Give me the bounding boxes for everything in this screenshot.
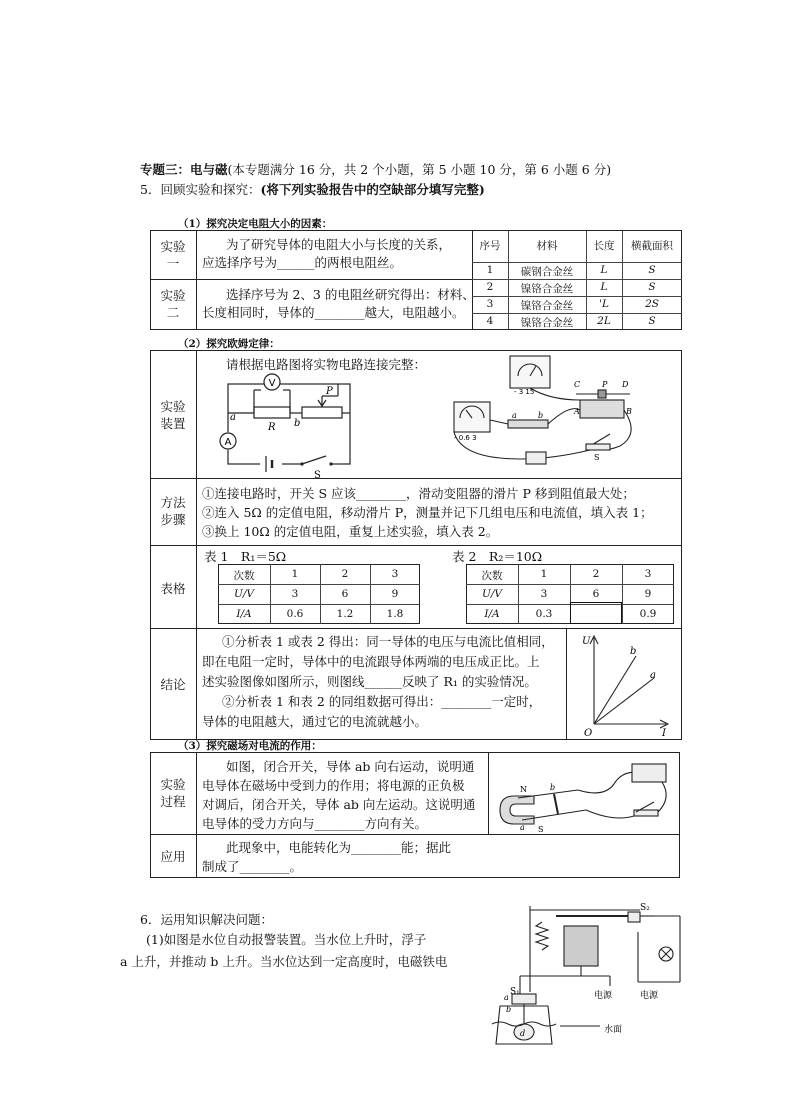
method-step-2: ②连入 5Ω 的定值电阻，移动滑片 P，测量并记下几组电压和电流值，填入表 1；: [202, 505, 653, 520]
svg-text:A: A: [574, 407, 580, 416]
u-i-graph: [574, 632, 674, 739]
resistor-r: [254, 407, 290, 418]
svg-text:C: C: [574, 380, 581, 389]
svg-text:P: P: [602, 380, 608, 389]
rail-top: [518, 790, 578, 798]
voltmeter-device: [510, 356, 550, 388]
svg-text:b: b: [550, 783, 556, 792]
conclusion-label: 结论: [160, 677, 186, 692]
svg-text:S: S: [594, 453, 600, 462]
svg-text:d: d: [520, 1029, 526, 1038]
magnet-apparatus-sketch: [494, 758, 678, 832]
svg-text:I: I: [662, 728, 666, 739]
svg-text:A: A: [224, 437, 232, 448]
res-header-no: 序号: [479, 240, 501, 252]
svg-text:b: b: [538, 411, 544, 420]
question-5-line: [140, 182, 485, 198]
svg-text:B: B: [626, 407, 632, 416]
svg-text:S: S: [314, 470, 321, 481]
method-steps: [202, 484, 653, 541]
rail-bottom: [522, 810, 586, 820]
svg-text:电源: 电源: [640, 991, 659, 1001]
topic-title: 专题三：电与磁: [140, 162, 228, 177]
part1-title: （1）探究决定电阻大小的因素：: [178, 218, 333, 230]
conclusion-text: ①分析表 1 或表 2 得出：同一导体的电压与电流比值相同， 即在电阻一定时，导体中的电流跟导体两端的电压成正比。上 述实验图像如图所示，则图线______反映了 R₁ 的实验情况。 ②分析表 1 和表 2 的同组数据可得出：________一定时， 导体的电阻越大，通过它的电流就越小。: [202, 634, 554, 729]
exp1-text: 为了研究导体的电阻大小与长度的关系， 应选择序号为______的两根电阻丝。: [202, 237, 452, 270]
res-header-length: 长度: [593, 240, 615, 252]
device-instruction: 请根据电路图将实物电路连接完整：: [226, 357, 427, 372]
topic-note: (本专题满分 16 分，共 2 个小题，第 5 小题 10 分，第 6 小题 6 分): [227, 162, 612, 177]
svg-text:电源: 电源: [594, 991, 613, 1001]
svg-text:R: R: [268, 422, 276, 433]
exp1-label: 实验 一: [160, 239, 186, 271]
device-label: 实验 装置: [160, 399, 186, 431]
svg-text:D: D: [622, 380, 629, 389]
exp2-text: 选择序号为 2、3 的电阻丝研究得出：材料、 长度相同时，导体的________越大，电阻越小。: [202, 287, 475, 320]
part3-title: （3）探究磁场对电流的作用：: [178, 740, 322, 752]
water-alarm-diagram: [490, 902, 690, 1052]
svg-text:S₁: S₁: [510, 987, 520, 997]
rheostat-device: [580, 400, 624, 418]
svg-text:U: U: [582, 636, 591, 647]
part2-title: （2）探究欧姆定律：: [178, 338, 280, 350]
topic-line: [140, 162, 611, 178]
rheostat: [302, 407, 342, 418]
table2-blank-cell[interactable]: [570, 602, 622, 624]
svg-text:a: a: [504, 993, 509, 1002]
question-5-number: 5．回顾实验和探究：: [140, 182, 261, 197]
svg-text:P: P: [326, 386, 333, 397]
svg-text:a: a: [512, 411, 517, 420]
res-header-material: 材料: [536, 240, 558, 252]
svg-text:- 0.6 3: - 0.6 3: [454, 434, 477, 442]
battery-device: [526, 452, 546, 464]
application-label: 应用: [160, 849, 186, 864]
question-5-instruction: (将下列实验报告中的空缺部分填写完整): [260, 182, 485, 197]
svg-text:N: N: [520, 785, 527, 794]
svg-text:V: V: [268, 378, 276, 389]
question-6-line-2: a 上升，并推动 b 上升。当水位达到一定高度时，电磁铁电: [120, 954, 448, 969]
power-supply-device: [632, 764, 666, 782]
svg-text:S: S: [538, 825, 544, 834]
svg-text:a: a: [650, 670, 656, 681]
question-6-line-1: (1)如图是水位自动报警装置。当水位上升时，浮子: [146, 932, 427, 947]
graph-line-a: [594, 678, 654, 724]
exp2-label: 实验 二: [160, 288, 186, 320]
application-text: 此现象中，电能转化为________能；据此 制成了________。: [202, 840, 452, 874]
process-text: 如图，闭合开关，导体 ab 向右运动，说明通 电导体在磁场中受到力的作用；将电源的正负极 对调后，闭合开关，导体 ab 向左运动。这说明通 电导体的受力方向与________方向有关。: [202, 759, 476, 831]
method-step-3: ③换上 10Ω 的定值电阻，重复上述实验，填入表 2。: [202, 524, 499, 539]
question-6-title: 6．运用知识解决问题：: [140, 912, 273, 927]
table-label: 表格: [160, 581, 186, 596]
svg-text:a: a: [520, 823, 525, 832]
svg-text:b: b: [506, 1005, 512, 1014]
graph-line-b: [594, 656, 636, 724]
svg-text:b: b: [294, 418, 301, 429]
electromagnet: [564, 926, 598, 966]
conductor-ab: [554, 794, 558, 814]
circuit-diagram: [214, 376, 364, 481]
method-label: 方法 步骤: [160, 495, 186, 527]
apparatus-sketch: [440, 354, 670, 476]
method-step-1: ①连接电路时，开关 S 应该________，滑动变阻器的滑片 P 移到阻值最大处；: [202, 486, 635, 501]
svg-text:水面: 水面: [604, 1025, 623, 1035]
svg-text:S₂: S₂: [640, 903, 650, 913]
table2-title: 表 2 R₂＝10Ω: [452, 549, 543, 564]
process-label: 实验 过程: [160, 777, 186, 809]
horseshoe-magnet: [500, 796, 534, 824]
table1-title: 表 1 R₁＝5Ω: [204, 549, 287, 564]
svg-text:b: b: [630, 646, 637, 657]
spring: [536, 922, 548, 950]
resistor-device: [508, 420, 548, 428]
svg-text:O: O: [584, 728, 593, 739]
res-header-area: 横截面积: [631, 240, 673, 252]
svg-text:- 3 15: - 3 15: [514, 388, 535, 396]
svg-text:a: a: [230, 412, 236, 423]
